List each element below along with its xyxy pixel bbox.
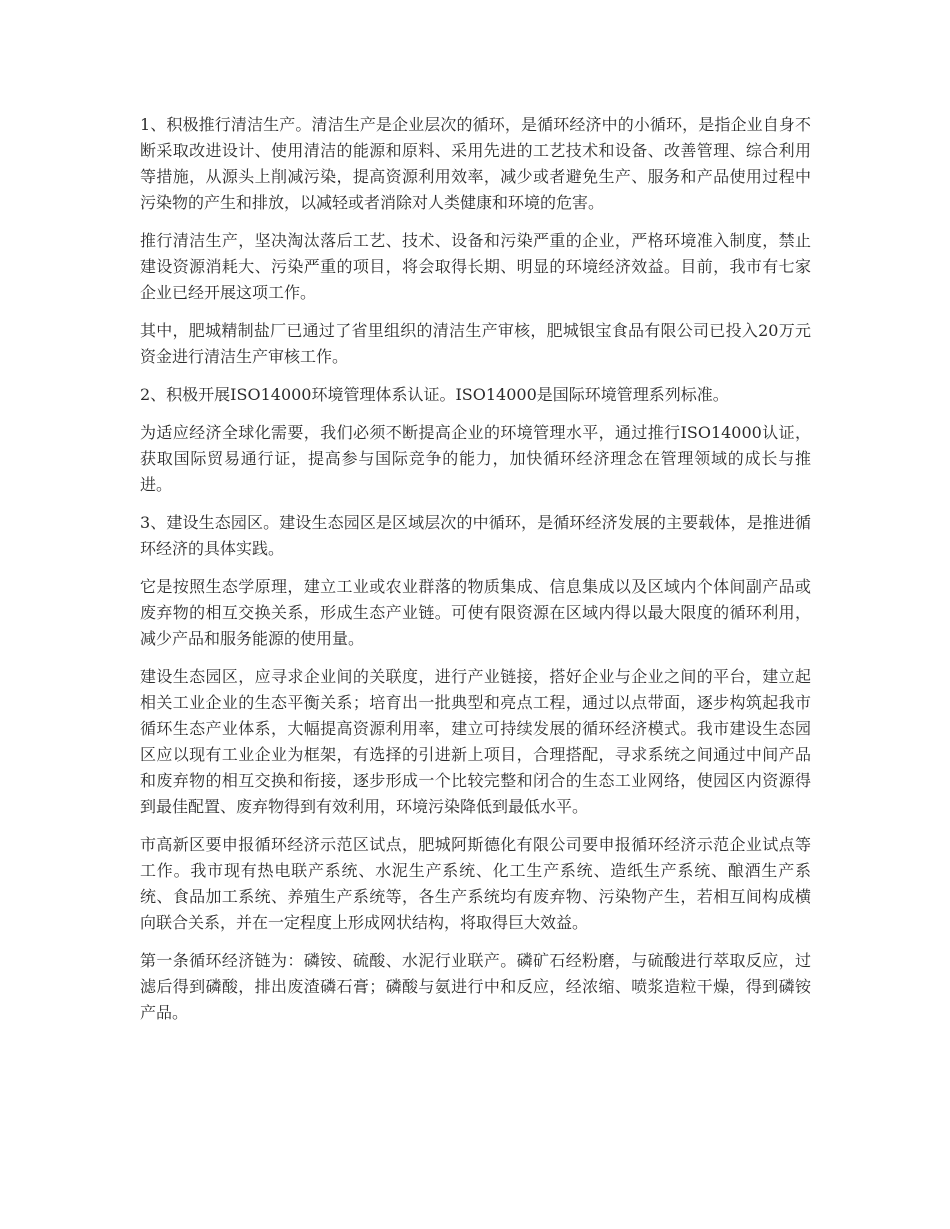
paragraph-10: 第一条循环经济链为：磷铵、硫酸、水泥行业联产。磷矿石经粉磨，与硫酸进行萃取反应，过滤后得到磷酸，排出废渣磷石膏；磷酸与氨进行中和反应，经浓缩、喷浆造粒干燥，得到磷铵产品。 bbox=[140, 951, 811, 1022]
paragraph-7: 它是按照生态学原理，建立工业或农业群落的物质集成、信息集成以及区域内个体间副产品或废弃物的相互交换关系，形成生态产业链。可使有限资源在区域内得以最大限度的循环利用，减少产品和服务能源的使用量。 bbox=[140, 577, 811, 648]
paragraph-2: 推行清洁生产，坚决淘汰落后工艺、技术、设备和污染严重的企业，严格环境准入制度，禁止建设资源消耗大、污染严重的项目，将会取得长期、明显的环境经济效益。目前，我市有七家企业已经开展这项工作。 bbox=[140, 231, 811, 302]
paragraph-4: 2、积极开展ISO14000环境管理体系认证。ISO14000是国际环境管理系列标准。 bbox=[140, 385, 729, 404]
paragraph-3: 其中，肥城精制盐厂已通过了省里组织的清洁生产审核，肥城银宝食品有限公司已投入20万元资金进行清洁生产审核工作。 bbox=[140, 321, 811, 366]
paragraph-6: 3、建设生态园区。建设生态园区是区域层次的中循环，是循环经济发展的主要载体，是推进循环经济的具体实践。 bbox=[140, 513, 811, 558]
paragraph-1: 1、积极推行清洁生产。清洁生产是企业层次的循环，是循环经济中的小循环，是指企业自身不断采取改进设计、使用清洁的能源和原料、采用先进的工艺技术和设备、改善管理、综合利用等措施，从源头上削减污染，提高资源利用效率，减少或者避免生产、服务和产品使用过程中污染物的产生和排放，以减轻或者消除对人类健康和环境的危害。 bbox=[140, 115, 811, 212]
paragraph-5: 为适应经济全球化需要，我们必须不断提高企业的环境管理水平，通过推行ISO14000认证，获取国际贸易通行证，提高参与国际竞争的能力，加快循环经济理念在管理领域的成长与推进。 bbox=[140, 423, 811, 494]
document-body bbox=[140, 112, 811, 1038]
paragraph-9: 市高新区要申报循环经济示范区试点，肥城阿斯德化有限公司要申报循环经济示范企业试点等工作。我市现有热电联产系统、水泥生产系统、化工生产系统、造纸生产系统、酿酒生产系统、食品加工系统、养殖生产系统等，各生产系统均有废弃物、污染物产生，若相互间构成横向联合关系，并在一定程度上形成网状结构，将取得巨大效益。 bbox=[140, 835, 811, 932]
paragraph-8: 建设生态园区，应寻求企业间的关联度，进行产业链接，搭好企业与企业之间的平台，建立起相关工业企业的生态平衡关系；培育出一批典型和亮点工程，通过以点带面，逐步构筑起我市循环生态产业体系，大幅提高资源利用率，建立可持续发展的循环经济模式。我市建设生态园区应以现有工业企业为框架，有选择的引进新上项目，合理搭配，寻求系统之间通过中间产品和废弃物的相互交换和衔接，逐步形成一个比较完整和闭合的生态工业网络，使园区内资源得到最佳配置、废弃物得到有效利用，环境污染降低到最低水平。 bbox=[140, 667, 811, 816]
